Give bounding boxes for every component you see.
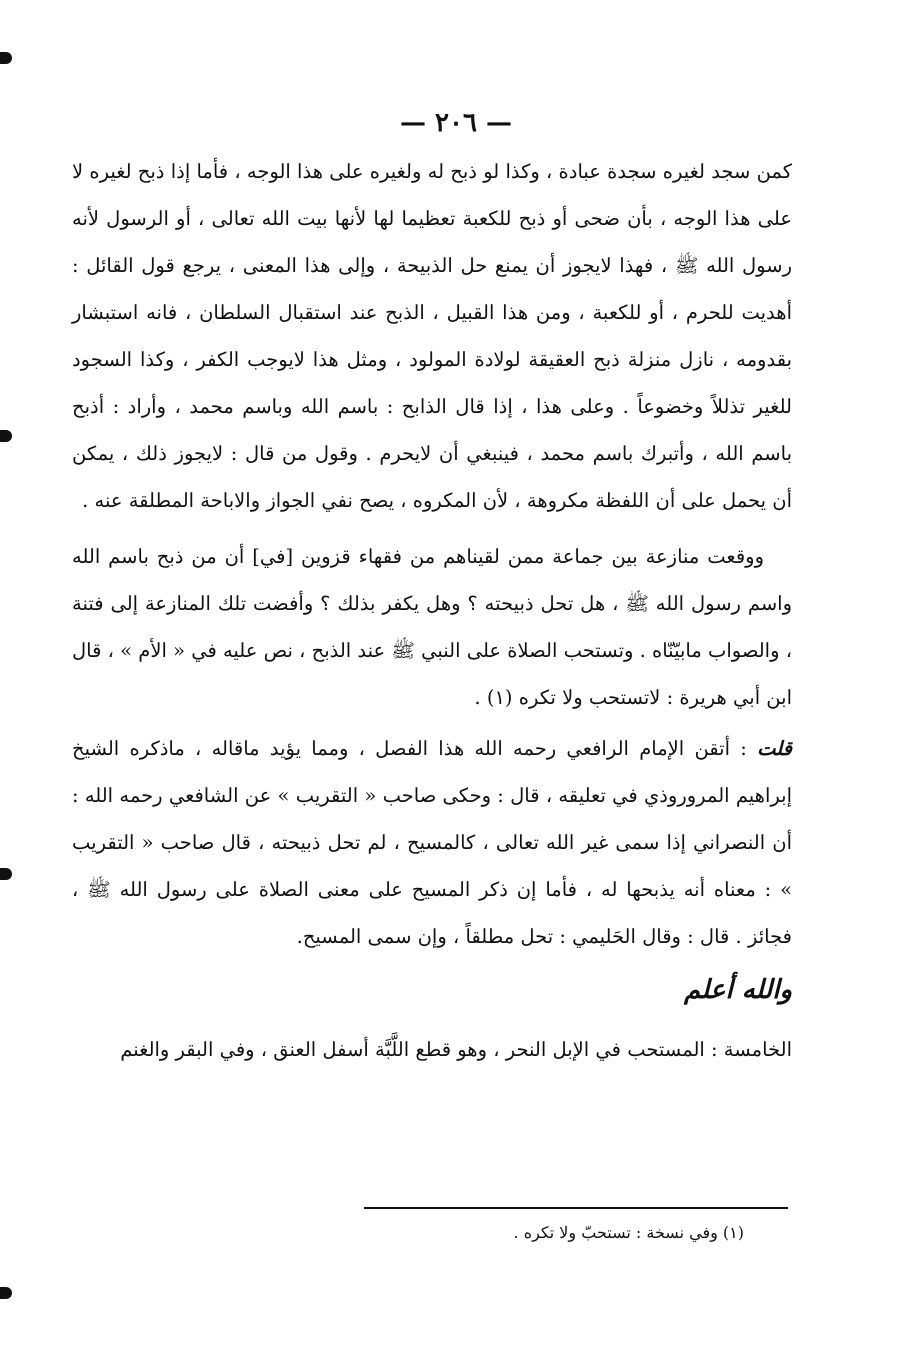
paragraph-ruling: كمن سجد لغيره سجدة عبادة ، وكذا لو ذبح له ولغيره على هذا الوجه ، فأما إذا ذبح لغيره لا على هذا الوجه ، بأن ضحى أو ذبح للكعبة تعظيما لها لأنها بيت الله تعالى ، أو الرسول لأنه رسول الله ﷺ ، فهذا لايجوز أن يمنع حل الذبيحة ، وإلى هذا المعنى ، يرجع قول القائل : أهديت للحرم ، أو للكعبة ، ومن هذا القبيل ، الذبح عند استقبال السلطان ، فانه استبشار بقدومه ، نازل منزلة ذبح العقيقة لولادة المولود ، ومثل هذا لايوجب الكفر ، وكذا السجود للغير تذللاً وخضوعاً . وعلى هذا ، إذا قال الذابح : باسم الله وباسم محمد ، وأراد : أذبح باسم الله ، وأتبرك باسم محمد ، فينبغي أن لايحرم . وقول من قال : لايجوز ذلك ، يمكن أن يحمل على أن اللفظة مكروهة ، لأن المكروه ، يصح نفي الجواز والاباحة المطلقة عنه .	[72, 160, 792, 512]
scan-edge-mark	[0, 52, 12, 64]
scan-edge-mark	[0, 1287, 12, 1299]
body-text	[72, 148, 792, 1073]
paragraph-dispute: ووقعت منازعة بين جماعة ممن لقيناهم من فقهاء قزوين [في] أن من ذبح باسم الله واسم رسول الله ﷺ ، هل تحل ذبيحته ؟ وهل يكفر بذلك ؟ وأفضت تلك المنازعة إلى فتنة ، والصواب مابيّنّاه . وتستحب الصلاة على النبي ﷺ عند الذبح ، نص عليه في « الأم » ، قال ابن أبي هريرة : لاتستحب ولا تكره (١) .	[72, 545, 792, 709]
footnote: (١) وفي نسخة : تستحبّ ولا تكره .	[513, 1223, 744, 1242]
scan-edge-mark	[0, 868, 12, 880]
paragraph-lead-word: قلت	[757, 737, 792, 760]
scan-edge-mark	[0, 430, 12, 442]
paragraph-fifth: الخامسة : المستحب في الإبل النحر ، وهو قطع اللَّبَّة أسفل العنق ، وفي البقر والغنم	[120, 1038, 792, 1061]
footnote-divider	[364, 1207, 788, 1209]
paragraph-commentary	[72, 725, 792, 960]
closing-formula: والله أعلم	[684, 975, 792, 1005]
paragraph-commentary-text: : أتقن الإمام الرافعي رحمه الله هذا الفصل ، ومما يؤيد ماقاله ، ماذكره الشيخ إبراهيم المروروذي في تعليقه ، قال : وحكى صاحب « التقريب » عن الشافعي رحمه الله : أن النصراني إذا سمى غير الله تعالى ، كالمسيح ، لم تحل ذبيحته ، قال صاحب « التقريب » : معناه أنه يذبحها له ، فأما إن ذكر المسيح على معنى الصلاة على رسول الله ﷺ ، فجائز . قال : وقال الحَليمي : تحل مطلقاً ، وإن سمى المسيح.	[72, 737, 792, 948]
page-number: — ٢٠٦ —	[399, 108, 513, 138]
